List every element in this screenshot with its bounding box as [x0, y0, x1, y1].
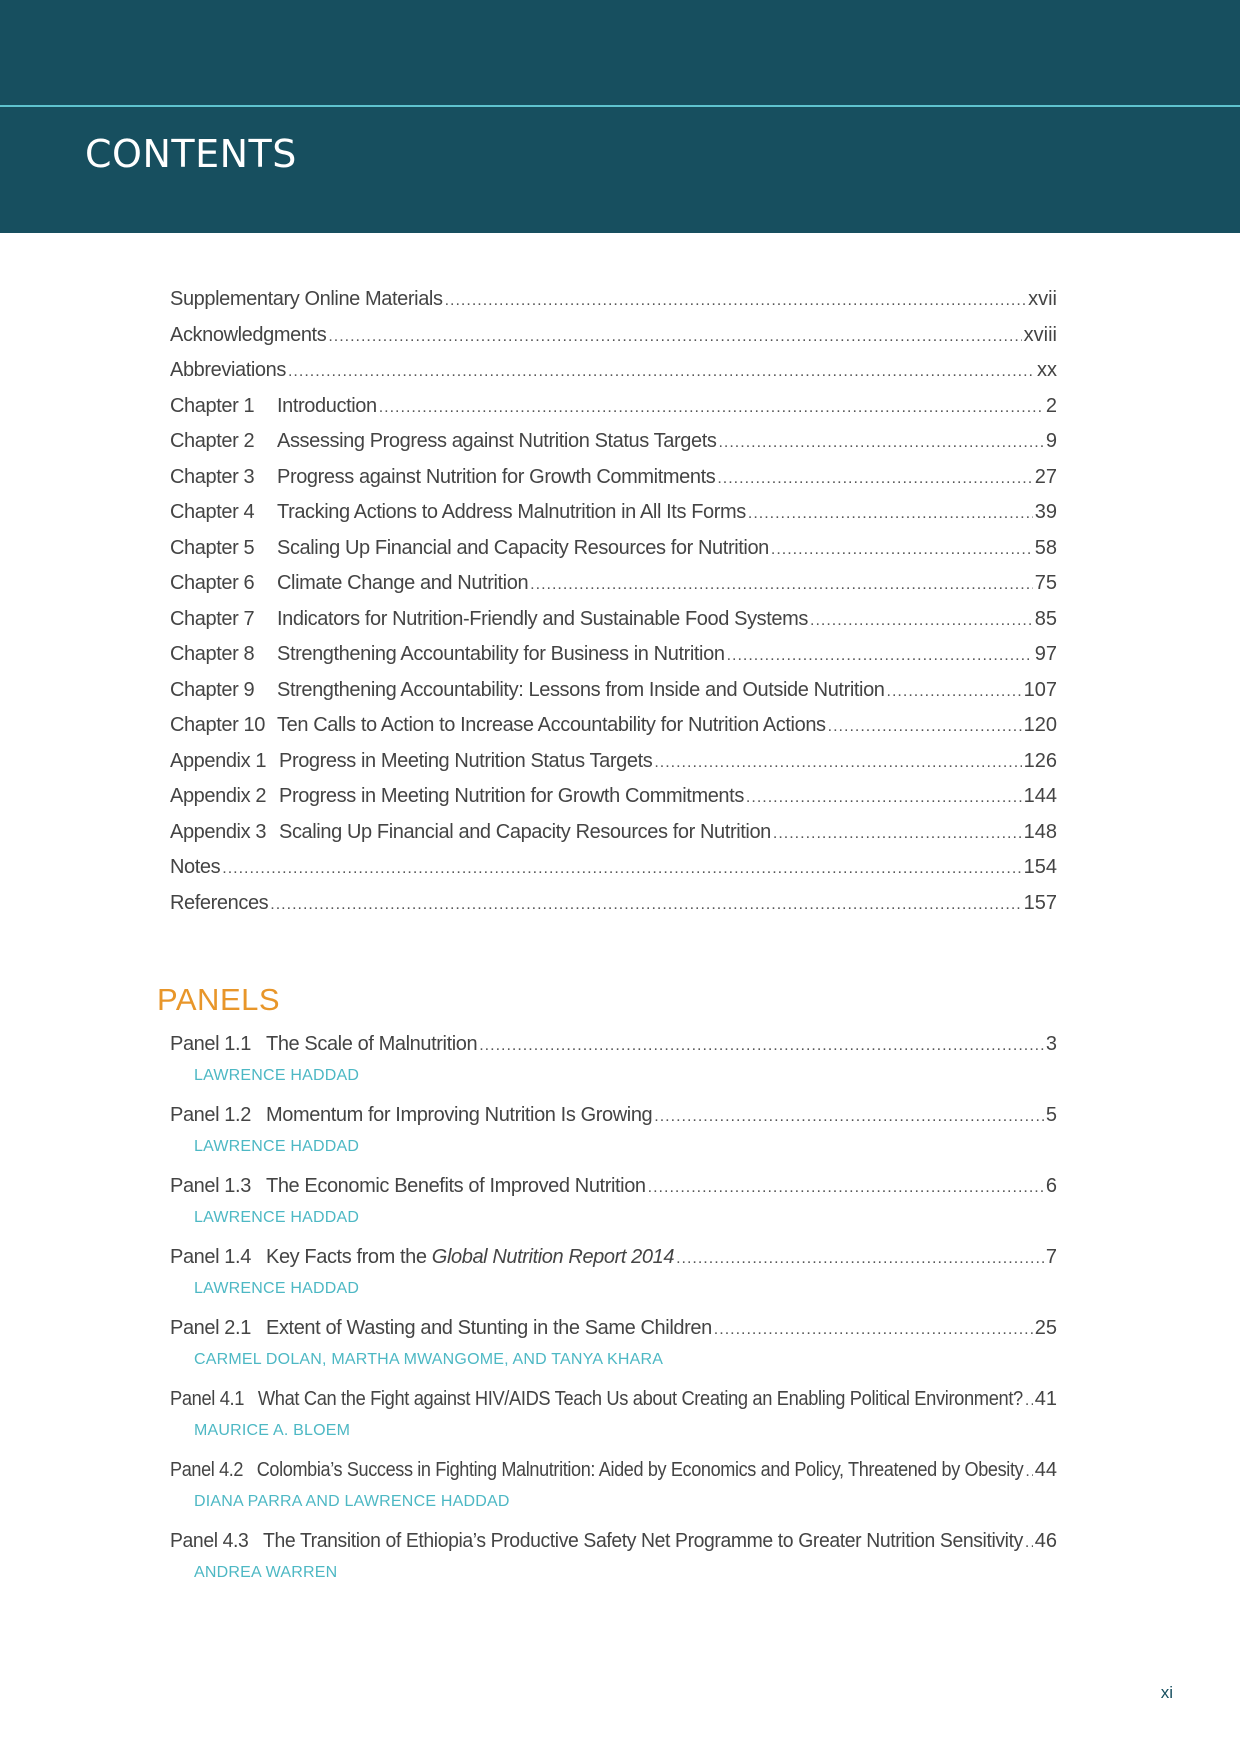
- panel-entry-page: 3: [1045, 1033, 1057, 1055]
- panel-entry: [170, 1459, 1057, 1530]
- leader-dots: [718, 434, 1043, 452]
- toc-entry-page: 157: [1023, 891, 1057, 914]
- panel-entry: [170, 1388, 1057, 1459]
- toc-entry-title: Strengthening Accountability: Lessons from Inside and Outside Nutrition: [277, 678, 885, 701]
- toc-entry-label: [170, 501, 746, 524]
- toc-entry[interactable]: [170, 892, 1057, 928]
- toc-entry-page: 58: [1034, 536, 1057, 559]
- panel-entry-row[interactable]: [170, 1459, 1057, 1491]
- panel-entry-page: 7: [1045, 1246, 1057, 1268]
- toc-entry-label: [170, 572, 528, 595]
- toc-entry[interactable]: [170, 572, 1057, 608]
- panel-entry: [170, 1246, 1057, 1317]
- toc-entry[interactable]: [170, 714, 1057, 750]
- panel-entry: [170, 1104, 1057, 1175]
- toc-entry-page: 120: [1023, 714, 1057, 736]
- toc-entry-number: Chapter 9: [170, 678, 255, 701]
- toc-entry-number: Chapter 6: [170, 572, 255, 594]
- panel-entry-title: The Transition of Ethiopia’s Productive Safety Net Programme to Greater Nutrition Sensitivity: [263, 1530, 1023, 1552]
- panels-list: [170, 1033, 1057, 1601]
- toc-entry-page: 154: [1023, 856, 1057, 878]
- leader-dots: [1025, 1534, 1033, 1552]
- panel-entry-author: CARMEL DOLAN, MARTHA MWANGOME, AND TANYA KHARA: [194, 1351, 664, 1368]
- toc-entry-number: Appendix 3: [170, 820, 267, 843]
- toc-entry-title: Progress in Meeting Nutrition for Growth Commitments: [279, 785, 744, 807]
- toc-entry-number: Appendix 1: [170, 749, 267, 772]
- panel-entry-author: LAWRENCE HADDAD: [194, 1280, 360, 1297]
- table-of-contents: [170, 288, 1057, 927]
- toc-entry-page: 27: [1034, 465, 1057, 488]
- panel-entry-label: [170, 1530, 1023, 1553]
- toc-entry-page: xvii: [1028, 288, 1057, 310]
- toc-entry[interactable]: [170, 324, 1057, 360]
- leader-dots: [328, 328, 1021, 346]
- page-header: [0, 0, 1240, 233]
- panel-entry-row[interactable]: [170, 1317, 1057, 1349]
- leader-dots: [887, 683, 1022, 701]
- toc-entry-label: [170, 359, 286, 382]
- toc-entry-page: 39: [1034, 501, 1057, 523]
- toc-entry[interactable]: [170, 430, 1057, 466]
- toc-entry-label: [170, 324, 326, 347]
- toc-entry[interactable]: [170, 359, 1057, 395]
- panel-entry-title-italic: Global Nutrition Report 2014: [431, 1246, 675, 1268]
- toc-entry[interactable]: [170, 537, 1057, 573]
- toc-entry-title: Tracking Actions to Address Malnutrition in All Its Forms: [277, 501, 746, 523]
- panel-entry-author: LAWRENCE HADDAD: [194, 1067, 360, 1084]
- panel-entry: [170, 1530, 1057, 1601]
- toc-entry[interactable]: [170, 821, 1057, 857]
- toc-entry-page: 9: [1045, 430, 1057, 452]
- toc-entry-label: [170, 430, 716, 453]
- leader-dots: [479, 1037, 1044, 1055]
- toc-entry-label: [170, 466, 715, 489]
- panel-entry-title: What Can the Fight against HIV/AIDS Teach Us about Creating an Enabling Political Environment?: [257, 1388, 1023, 1410]
- toc-entry-page: 97: [1034, 643, 1057, 665]
- toc-entry-title: Introduction: [277, 394, 377, 417]
- panel-entry-row[interactable]: [170, 1104, 1057, 1136]
- toc-entry[interactable]: [170, 856, 1057, 892]
- toc-entry-number: Chapter 3: [170, 465, 255, 488]
- toc-entry-page: 75: [1034, 572, 1057, 594]
- toc-entry-title: Strengthening Accountability for Business in Nutrition: [277, 643, 725, 665]
- panel-entry-author: DIANA PARRA AND LAWRENCE HADDAD: [194, 1493, 510, 1510]
- toc-entry-title: Supplementary Online Materials: [170, 288, 443, 310]
- leader-dots: [288, 363, 1035, 381]
- leader-dots: [748, 505, 1033, 523]
- panel-entry-label: [170, 1033, 477, 1056]
- toc-entry-number: Chapter 1: [170, 394, 255, 417]
- toc-entry-label: [170, 395, 377, 418]
- leader-dots: [727, 647, 1033, 665]
- panel-entry-number: Panel 4.3: [170, 1530, 249, 1552]
- toc-entry-number: Chapter 5: [170, 536, 255, 559]
- toc-entry-title: Scaling Up Financial and Capacity Resources for Nutrition: [277, 536, 769, 559]
- toc-entry-title: Notes: [170, 856, 221, 878]
- toc-entry-label: [170, 608, 808, 631]
- toc-entry[interactable]: [170, 501, 1057, 537]
- leader-dots: [746, 789, 1022, 807]
- panel-entry-title: Colombia’s Success in Fighting Malnutrition: Aided by Economics and Policy, Threatened by Obesity: [256, 1459, 1024, 1481]
- panel-entry-page: 25: [1034, 1317, 1057, 1339]
- panel-entry-row[interactable]: [170, 1246, 1057, 1278]
- toc-entry-title: Climate Change and Nutrition: [277, 572, 529, 594]
- leader-dots: [1025, 1463, 1032, 1481]
- toc-entry[interactable]: [170, 679, 1057, 715]
- leader-dots: [654, 754, 1021, 772]
- leader-dots: [270, 896, 1021, 914]
- panel-entry-label: [170, 1317, 712, 1340]
- leader-dots: [654, 1108, 1044, 1126]
- toc-entry-page: 107: [1023, 678, 1057, 701]
- panel-entry-label: [170, 1104, 652, 1127]
- toc-entry-number: Chapter 10: [170, 714, 265, 736]
- toc-entry[interactable]: [170, 643, 1057, 679]
- toc-entry-label: [170, 537, 769, 560]
- panel-entry-author: LAWRENCE HADDAD: [194, 1209, 360, 1226]
- toc-entry-title: Acknowledgments: [170, 323, 327, 346]
- toc-entry-label: [170, 643, 725, 666]
- leader-dots: [810, 612, 1033, 630]
- leader-dots: [222, 860, 1021, 878]
- panel-entry-label: [170, 1459, 1023, 1482]
- panel-entry-page: 41: [1034, 1388, 1057, 1410]
- toc-entry-number: Chapter 8: [170, 643, 255, 665]
- toc-entry-number: Chapter 4: [170, 501, 255, 523]
- leader-dots: [530, 576, 1033, 594]
- panel-entry-title: Momentum for Improving Nutrition Is Growing: [266, 1104, 653, 1126]
- leader-dots: [445, 292, 1027, 310]
- toc-entry-label: [170, 714, 826, 737]
- panels-heading: PANELS: [157, 982, 281, 1017]
- panel-entry-title: The Scale of Malnutrition: [266, 1033, 478, 1055]
- toc-entry[interactable]: [170, 466, 1057, 502]
- toc-entry-label: [170, 821, 771, 844]
- toc-entry-page: xx: [1037, 359, 1057, 381]
- toc-entry-label: [170, 679, 885, 702]
- toc-entry-title: Assessing Progress against Nutrition Status Targets: [277, 430, 717, 452]
- leader-dots: [773, 825, 1022, 843]
- panel-entry-number: Panel 4.1: [170, 1388, 245, 1410]
- panel-entry-author: ANDREA WARREN: [194, 1564, 338, 1581]
- toc-entry-page: 2: [1045, 394, 1057, 417]
- panel-entry: [170, 1033, 1057, 1104]
- panel-entry: [170, 1175, 1057, 1246]
- leader-dots: [828, 718, 1022, 736]
- page-number: xi: [1160, 1683, 1173, 1702]
- leader-dots: [771, 541, 1033, 559]
- panel-entry: [170, 1317, 1057, 1388]
- panel-entry-title: The Economic Benefits of Improved Nutrition: [266, 1175, 646, 1197]
- leader-dots: [676, 1250, 1044, 1268]
- toc-entry[interactable]: [170, 608, 1057, 644]
- panel-entry-number: Panel 1.2: [170, 1104, 251, 1126]
- toc-entry-page: 126: [1023, 749, 1057, 772]
- leader-dots: [379, 399, 1044, 417]
- toc-entry-label: [170, 750, 652, 773]
- panel-entry-title: Key Facts from the: [266, 1246, 432, 1268]
- toc-entry-page: xviii: [1023, 323, 1057, 346]
- leader-dots: [714, 1321, 1033, 1339]
- panel-entry-author: LAWRENCE HADDAD: [194, 1138, 360, 1155]
- toc-entry-title: Indicators for Nutrition-Friendly and Sustainable Food Systems: [277, 607, 809, 630]
- toc-entry-title: Progress against Nutrition for Growth Commitments: [277, 465, 716, 488]
- panel-entry-label: [170, 1388, 1023, 1411]
- toc-entry-number: Appendix 2: [170, 785, 267, 807]
- toc-entry-label: [170, 892, 268, 915]
- panel-entry-number: Panel 1.3: [170, 1175, 251, 1197]
- toc-entry[interactable]: [170, 785, 1057, 821]
- panel-entry-row[interactable]: [170, 1388, 1057, 1420]
- toc-entry-title: References: [170, 891, 269, 914]
- leader-dots: [648, 1179, 1044, 1197]
- toc-entry-label: [170, 288, 443, 311]
- panel-entry-page: 46: [1034, 1530, 1057, 1552]
- toc-entry-page: 85: [1034, 607, 1057, 630]
- panel-entry-number: Panel 1.4: [170, 1246, 251, 1268]
- toc-entry-label: [170, 856, 220, 879]
- panel-entry-page: 5: [1045, 1104, 1057, 1126]
- toc-entry-title: Scaling Up Financial and Capacity Resources for Nutrition: [279, 820, 771, 843]
- panel-entry-row[interactable]: [170, 1175, 1057, 1207]
- toc-entry[interactable]: [170, 750, 1057, 786]
- toc-entry[interactable]: [170, 395, 1057, 431]
- panel-entry-label: [170, 1175, 646, 1198]
- toc-entry-page: 148: [1023, 820, 1057, 843]
- toc-entry[interactable]: [170, 288, 1057, 324]
- panel-entry-number: Panel 1.1: [170, 1033, 251, 1055]
- panel-entry-title: Extent of Wasting and Stunting in the Same Children: [266, 1317, 712, 1339]
- panel-entry-row[interactable]: [170, 1033, 1057, 1065]
- toc-entry-title: Ten Calls to Action to Increase Accountability for Nutrition Actions: [277, 714, 826, 736]
- leader-dots: [1025, 1392, 1033, 1410]
- page-title: CONTENTS: [85, 132, 297, 176]
- toc-entry-page: 144: [1023, 785, 1057, 807]
- panel-entry-page: 44: [1034, 1459, 1057, 1481]
- panel-entry-author: MAURICE A. BLOEM: [194, 1422, 351, 1439]
- panel-entry-page: 6: [1045, 1175, 1057, 1197]
- panel-entry-number: Panel 2.1: [170, 1317, 251, 1339]
- toc-entry-title: Abbreviations: [170, 359, 286, 381]
- leader-dots: [717, 470, 1032, 488]
- panel-entry-number: Panel 4.2: [170, 1459, 244, 1481]
- panel-entry-label: [170, 1246, 674, 1269]
- toc-entry-label: [170, 785, 744, 808]
- toc-entry-title: Progress in Meeting Nutrition Status Targets: [279, 749, 653, 772]
- panel-entry-row[interactable]: [170, 1530, 1057, 1562]
- toc-entry-number: Chapter 7: [170, 607, 255, 630]
- toc-entry-number: Chapter 2: [170, 430, 255, 452]
- header-rule: [0, 105, 1240, 107]
